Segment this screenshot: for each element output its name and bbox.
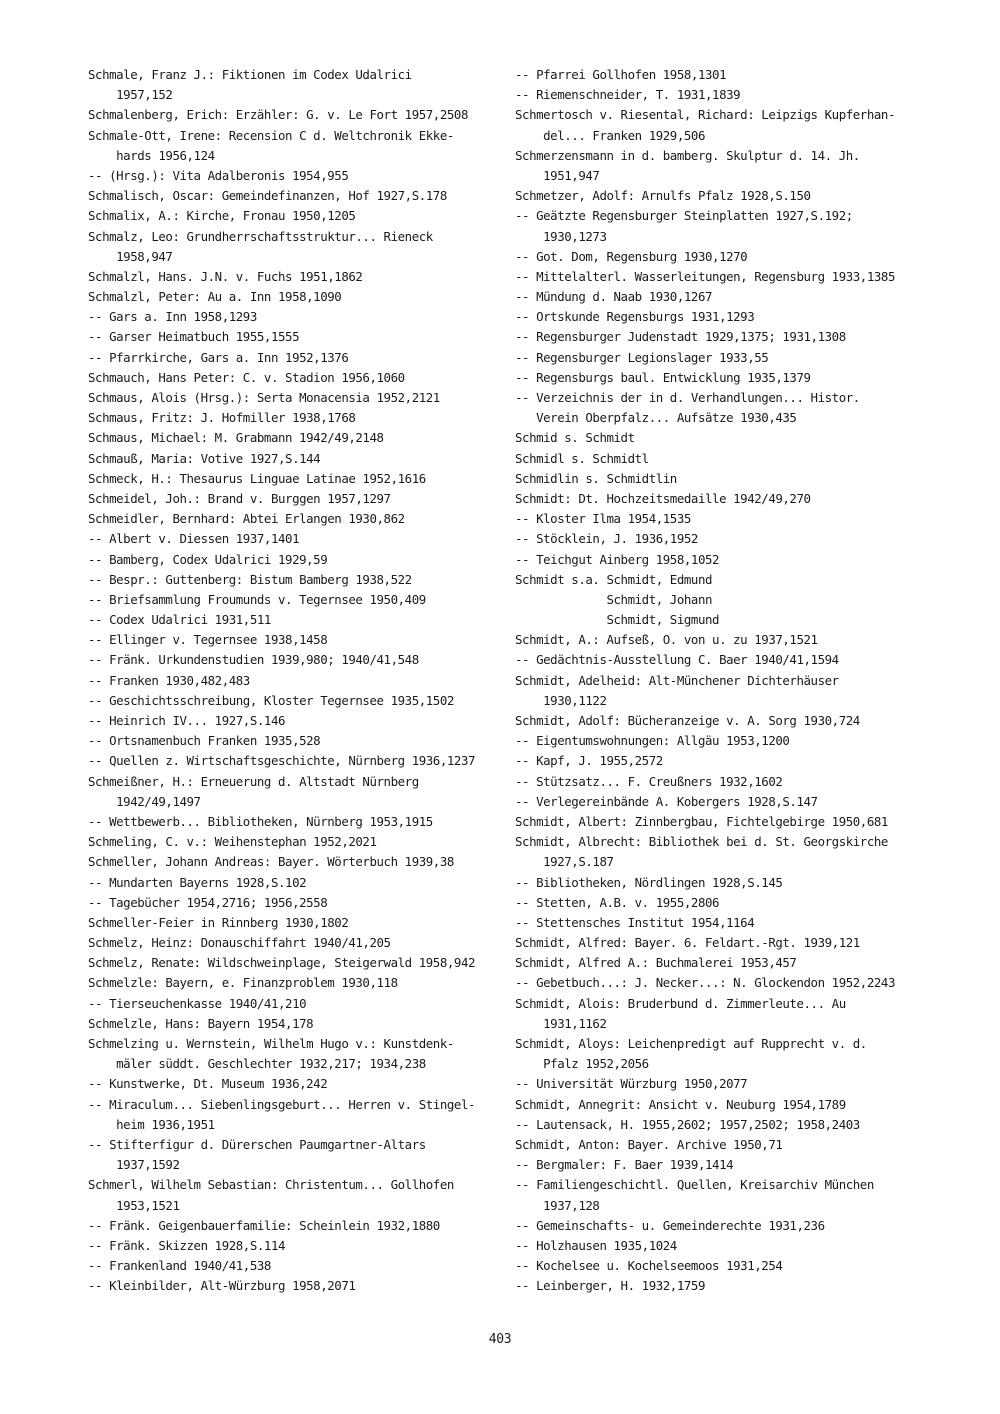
index-entry-line: Schmeidler, Bernhard: Abtei Erlangen 1930,862 [88, 512, 405, 528]
index-entry-line: -- Verlegereinbände A. Kobergers 1928,S.147 [515, 794, 818, 810]
index-entry-line: 1930,1273 [515, 229, 607, 245]
index-entry-line: Schmalz, Leo: Grundherrschaftsstruktur... Rieneck [88, 229, 433, 245]
index-entry-line: -- Verzeichnis der in d. Verhandlungen... Histor. [515, 391, 860, 406]
index-entry-line: Schmale-Ott, Irene: Recension C d. Weltchronik Ekke- [88, 128, 454, 144]
index-entry-line: -- Kapf, J. 1955,2572 [515, 754, 663, 770]
index-entry-line: 1957,152 [88, 88, 173, 104]
index-entry-line: Schmale, Franz J.: Fiktionen im Codex Udalrici [88, 68, 412, 83]
index-entry-line: Schmidt: Dt. Hochzeitsmedaille 1942/49,270 [515, 491, 811, 507]
index-entry-line: Schmetzer, Adolf: Arnulfs Pfalz 1928,S.150 [515, 189, 811, 205]
index-entry-line: -- (Hrsg.): Vita Adalberonis 1954,955 [88, 168, 349, 184]
index-entry-line: 1942/49,1497 [88, 794, 201, 810]
index-entry-line: -- Geätzte Regensburger Steinplatten 1927,S.192; [515, 209, 853, 225]
index-entry-line: Schmelzle: Bayern, e. Finanzproblem 1930,118 [88, 976, 398, 992]
index-entry-line: -- Riemenschneider, T. 1931,1839 [515, 88, 741, 104]
page-number: 403 [488, 1332, 512, 1347]
index-entry-line: -- Kleinbilder, Alt-Würzburg 1958,2071 [88, 1279, 356, 1295]
index-entry-line: -- Gars a. Inn 1958,1293 [88, 310, 257, 326]
index-entry-line: del... Franken 1929,506 [515, 128, 705, 144]
index-entry-line: Schmerzensmann in d. bamberg. Skulptur d. 14. Jh. [515, 148, 860, 164]
index-entry-line: Schmidt, Alfred: Bayer. 6. Feldart.-Rgt. 1939,121 [515, 936, 860, 952]
index-entry-line: -- Stetten, A.B. v. 1955,2806 [515, 895, 720, 911]
index-entry-line: -- Bespr.: Guttenberg: Bistum Bamberg 1938,522 [88, 572, 412, 588]
index-entry-line: -- Fränk. Skizzen 1928,S.114 [88, 1238, 286, 1254]
index-entry-line: -- Familiengeschichtl. Quellen, Kreisarchiv München [515, 1178, 874, 1194]
index-entry-line: -- Codex Udalrici 1931,511 [88, 613, 271, 629]
index-entry-line: -- Ellinger v. Tegernsee 1938,1458 [88, 633, 328, 649]
index-entry-line: -- Mündung d. Naab 1930,1267 [515, 290, 713, 306]
index-entry-line: Schmaus, Alois (Hrsg.): Serta Monacensia 1952,2121 [88, 391, 440, 406]
index-entry-line: -- Bibliotheken, Nördlingen 1928,S.145 [515, 875, 783, 891]
index-entry-line: -- Regensburger Legionslager 1933,55 [515, 350, 769, 366]
index-entry-line: mäler süddt. Geschlechter 1932,217; 1934,238 [88, 1057, 426, 1073]
index-entry-line: 1930,1122 [515, 693, 607, 709]
index-entry-line: Schmeller-Feier in Rinnberg 1930,1802 [88, 915, 349, 931]
index-entry-line: Schmidt, Albert: Zinnbergbau, Fichtelgebirge 1950,681 [515, 814, 888, 830]
index-entry-line: Schmaus, Fritz: J. Hofmiller 1938,1768 [88, 411, 356, 427]
index-entry-line: -- Pfarrkirche, Gars a. Inn 1952,1376 [88, 350, 349, 366]
index-entry-line: Schmerl, Wilhelm Sebastian: Christentum... Gollhofen [88, 1178, 454, 1194]
index-entry-line: 1951,947 [515, 168, 600, 184]
index-entry-line: -- Tagebücher 1954,2716; 1956,2558 [88, 895, 328, 911]
index-entry-line: Schmidt, Adelheid: Alt-Münchener Dichterhäuser [515, 673, 839, 689]
index-entry-line: -- Kloster Ilma 1954,1535 [515, 512, 691, 528]
index-entry-line: Schmelzle, Hans: Bayern 1954,178 [88, 1016, 314, 1032]
index-entry-line: Schmeißner, H.: Erneuerung d. Altstadt Nürnberg [88, 774, 419, 790]
index-entry-line: Schmaus, Michael: M. Grabmann 1942/49,2148 [88, 431, 384, 447]
index-entry-line: -- Mundarten Bayerns 1928,S.102 [88, 875, 307, 891]
index-entry-line: -- Albert v. Diessen 1937,1401 [88, 532, 300, 548]
index-entry-line: -- Lautensack, H. 1955,2602; 1957,2502; 1958,2403 [515, 1117, 860, 1133]
index-entry-line: 1958,947 [88, 249, 173, 265]
index-entry-line: -- Frankenland 1940/41,538 [88, 1259, 271, 1275]
index-entry-line: Schmidt, Aloys: Leichenpredigt auf Rupprecht v. d. [515, 1037, 867, 1052]
index-entry-line: Schmelz, Renate: Wildschweinplage, Steigerwald 1958,942 [88, 956, 476, 972]
index-entry-line: -- Universität Würzburg 1950,2077 [515, 1077, 748, 1093]
index-entry-line: -- Gedächtnis-Ausstellung C. Baer 1940/41,1594 [515, 653, 839, 669]
index-entry-line: -- Fränk. Geigenbauerfamilie: Scheinlein 1932,1880 [88, 1218, 440, 1234]
index-entry-line: Pfalz 1952,2056 [515, 1057, 649, 1073]
index-entry-line: 1927,S.187 [515, 855, 614, 871]
left-column [88, 66, 488, 1297]
index-entry-line: Schmalix, A.: Kirche, Fronau 1950,1205 [88, 209, 356, 225]
index-entry-line: 1937,1592 [88, 1158, 180, 1174]
index-entry-line: -- Gebetbuch...: J. Necker...: N. Glockendon 1952,2243 [515, 976, 895, 992]
index-entry-line: -- Regensburgs baul. Entwicklung 1935,1379 [515, 370, 811, 386]
index-entry-line: Schmidt, Alfred A.: Buchmalerei 1953,457 [515, 956, 797, 972]
index-entry-line: Schmertosch v. Riesental, Richard: Leipzigs Kupferhan- [515, 108, 895, 124]
index-entry-line: -- Teichgut Ainberg 1958,1052 [515, 552, 720, 568]
index-entry-line: 1953,1521 [88, 1198, 180, 1214]
index-entry-line: Schmeidel, Joh.: Brand v. Burggen 1957,1297 [88, 491, 391, 507]
index-entry-line: -- Quellen z. Wirtschaftsgeschichte, Nürnberg 1936,1237 [88, 754, 476, 770]
index-entry-line: -- Fränk. Urkundenstudien 1939,980; 1940/41,548 [88, 653, 419, 669]
index-entry-line: Schmidl s. Schmidtl [515, 451, 649, 467]
index-entry-line: -- Briefsammlung Froumunds v. Tegernsee 1950,409 [88, 592, 426, 608]
index-entry-line: -- Mittelalterl. Wasserleitungen, Regensburg 1933,1385 [515, 269, 895, 285]
index-entry-line: Schmeller, Johann Andreas: Bayer. Wörterbuch 1939,38 [88, 855, 454, 871]
index-entry-line: Schmidt s.a. Schmidt, Edmund [515, 572, 713, 588]
index-entry-line: Schmalisch, Oscar: Gemeindefinanzen, Hof 1927,S.178 [88, 189, 447, 205]
index-entry-line: Schmidt, Anton: Bayer. Archive 1950,71 [515, 1137, 783, 1153]
index-entry-line: Schmelz, Heinz: Donauschiffahrt 1940/41,205 [88, 936, 391, 952]
index-entry-line: Schmidt, A.: Aufseß, O. von u. zu 1937,1521 [515, 633, 818, 649]
index-entry-line: -- Holzhausen 1935,1024 [515, 1238, 677, 1254]
index-entry-line: -- Bamberg, Codex Udalrici 1929,59 [88, 552, 328, 568]
index-entry-line: Schmidt, Annegrit: Ansicht v. Neuburg 1954,1789 [515, 1097, 846, 1113]
index-entry-line: Schmauß, Maria: Votive 1927,S.144 [88, 451, 321, 467]
index-entry-line: -- Miraculum... Siebenlingsgeburt... Herren v. Stingel- [88, 1097, 476, 1113]
index-entry-line: -- Pfarrei Gollhofen 1958,1301 [515, 68, 727, 83]
index-entry-line: 1931,1162 [515, 1016, 607, 1032]
index-entry-line: heim 1936,1951 [88, 1117, 215, 1133]
index-entry-line: -- Garser Heimatbuch 1955,1555 [88, 330, 300, 346]
index-entry-line: -- Bergmaler: F. Baer 1939,1414 [515, 1158, 734, 1174]
index-entry-line: Schmidt, Sigmund [515, 613, 720, 629]
index-entry-line: Schmeck, H.: Thesaurus Linguae Latinae 1952,1616 [88, 471, 426, 487]
index-entry-line: -- Stützsatz... F. Creußners 1932,1602 [515, 774, 783, 790]
index-entry-line: 1937,128 [515, 1198, 600, 1214]
index-entry-line: Schmalzl, Peter: Au a. Inn 1958,1090 [88, 290, 342, 306]
index-entry-line: -- Stifterfigur d. Dürerschen Paumgartner-Altars [88, 1137, 426, 1153]
index-entry-line: -- Leinberger, H. 1932,1759 [515, 1279, 705, 1295]
index-entry-line: -- Geschichtsschreibung, Kloster Tegernsee 1935,1502 [88, 693, 454, 709]
index-entry-line: Verein Oberpfalz... Aufsätze 1930,435 [515, 411, 797, 427]
index-entry-line: Schmalzl, Hans. J.N. v. Fuchs 1951,1862 [88, 269, 363, 285]
index-entry-line: Schmauch, Hans Peter: C. v. Stadion 1956,1060 [88, 370, 405, 386]
index-entry-line: Schmidt, Alois: Bruderbund d. Zimmerleute... Au [515, 996, 846, 1012]
index-entry-line: Schmidt, Johann [515, 592, 713, 608]
index-entry-line: -- Stöcklein, J. 1936,1952 [515, 532, 698, 548]
index-entry-line: -- Kochelsee u. Kochelseemoos 1931,254 [515, 1259, 783, 1275]
index-entry-line: Schmidlin s. Schmidtlin [515, 471, 677, 487]
index-entry-line: -- Franken 1930,482,483 [88, 673, 250, 689]
index-entry-line: -- Regensburger Judenstadt 1929,1375; 1931,1308 [515, 330, 846, 346]
index-entry-line: Schmidt, Adolf: Bücheranzeige v. A. Sorg 1930,724 [515, 714, 860, 729]
index-entry-line: Schmid s. Schmidt [515, 431, 635, 447]
right-column [515, 66, 915, 1297]
index-entry-line: -- Heinrich IV... 1927,S.146 [88, 714, 286, 729]
index-entry-line: -- Wettbewerb... Bibliotheken, Nürnberg 1953,1915 [88, 814, 433, 830]
index-entry-line: -- Eigentumswohnungen: Allgäu 1953,1200 [515, 734, 790, 750]
index-entry-line: -- Stettensches Institut 1954,1164 [515, 915, 755, 931]
index-entry-line: Schmidt, Albrecht: Bibliothek bei d. St. Georgskirche [515, 835, 888, 851]
index-entry-line: -- Tierseuchenkasse 1940/41,210 [88, 996, 307, 1012]
index-entry-line: hards 1956,124 [88, 148, 215, 164]
index-entry-line: -- Kunstwerke, Dt. Museum 1936,242 [88, 1077, 328, 1093]
index-entry-line: Schmalenberg, Erich: Erzähler: G. v. Le Fort 1957,2508 [88, 108, 468, 124]
index-entry-line: Schmeling, C. v.: Weihenstephan 1952,2021 [88, 835, 377, 851]
index-entry-line: -- Got. Dom, Regensburg 1930,1270 [515, 249, 748, 265]
index-entry-line: -- Ortsnamenbuch Franken 1935,528 [88, 734, 321, 750]
index-entry-line: -- Ortskunde Regensburgs 1931,1293 [515, 310, 755, 326]
index-entry-line: -- Gemeinschafts- u. Gemeinderechte 1931,236 [515, 1218, 825, 1234]
index-entry-line: Schmelzing u. Wernstein, Wilhelm Hugo v.: Kunstdenk- [88, 1037, 454, 1052]
